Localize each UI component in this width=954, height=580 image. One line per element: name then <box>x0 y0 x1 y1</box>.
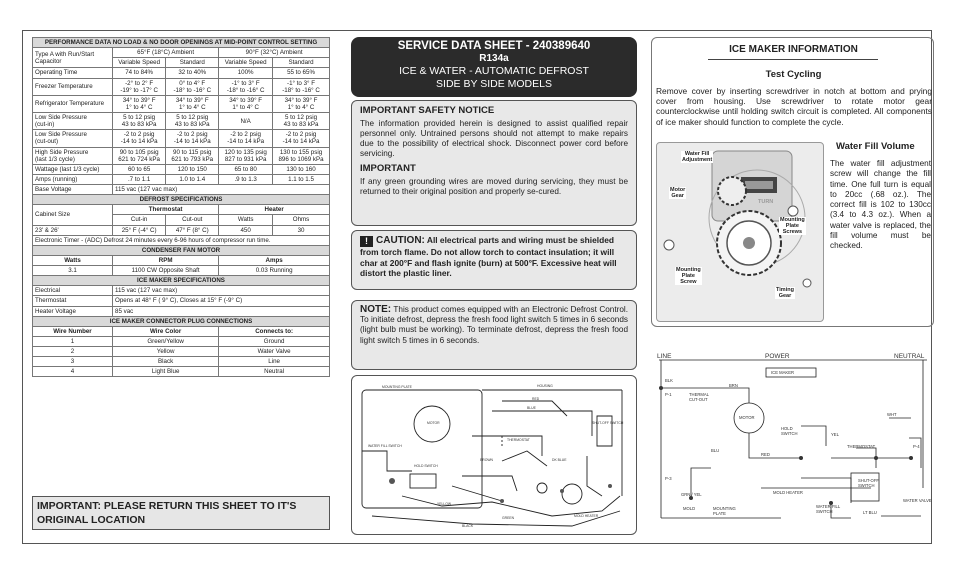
title-rule <box>708 59 878 60</box>
motor-gear-label: Motor Gear <box>670 187 686 199</box>
perf-cell: 32 to 40% <box>166 68 219 78</box>
fan-head: Watts <box>33 255 113 265</box>
mold-heater-label: MOLD HEATER <box>773 490 803 495</box>
return-sheet-notice: IMPORTANT: PLEASE RETURN THIS SHEET TO IT'S ORIGINAL LOCATION <box>32 496 330 530</box>
refrigerant: R134a <box>479 53 509 64</box>
defrost-sub: Watts <box>219 215 273 225</box>
hold-switch-label: HOLD SWITCH <box>414 464 438 468</box>
icespec-label: Electrical <box>33 286 113 296</box>
wire-connects-to: Neutral <box>219 367 330 377</box>
thermostat-label: THERMOSTAT <box>847 444 876 449</box>
col-head: Standard <box>273 58 330 68</box>
water-fill-volume-title: Water Fill Volume <box>836 141 915 152</box>
housing-label: HOUSING <box>537 384 553 388</box>
icespec-title: ICE MAKER SPECIFICATIONS <box>33 276 330 286</box>
safety-title: IMPORTANT SAFETY NOTICE <box>360 105 495 116</box>
thermostat-label: THERMOSTAT <box>507 438 530 442</box>
perf-cell: 55 to 65% <box>273 68 330 78</box>
perf-row-label: Amps (running) <box>33 174 113 184</box>
mold-heater-label: MOLD HEATER <box>574 514 599 518</box>
sds-title: SERVICE DATA SHEET - 240389640 <box>397 40 591 52</box>
col-head: Standard <box>166 58 219 68</box>
ice-maker-photo <box>656 142 824 322</box>
defrost-value: 30 <box>273 225 330 235</box>
cabinet-size: 23' & 26' <box>33 225 113 235</box>
perf-row <box>33 147 330 164</box>
line-label: LINE <box>657 353 672 360</box>
perf-cell: -1° to 3° F -18° to -16° C <box>219 78 273 95</box>
caution-body: All electrical parts and wiring must be shielded from torch flame. Do not allow torch to contact insulation; it will char at 200°F and flash ignite (burn) at 500°F. Excessive heat will distort the plastic liner. <box>360 235 617 278</box>
perf-row <box>33 130 330 147</box>
hold-switch-label: HOLD SWITCH <box>781 426 798 436</box>
blue-wire-label: BLUE <box>527 406 536 410</box>
perf-cell: -2 to 2 psig -14 to 14 kPa <box>113 130 166 147</box>
perf-cell: 90 to 105 psig 621 to 724 kPa <box>113 147 166 164</box>
perf-cell: -2 to 2 psig -14 to 14 kPa <box>219 130 273 147</box>
note-box <box>351 300 637 370</box>
black-wire-label: BLACK <box>462 524 474 528</box>
water-fill-adjustment-label: Water Fill Adjustment <box>682 151 713 163</box>
plug-rows <box>33 336 330 377</box>
icespec-label: Heater Voltage <box>33 306 113 316</box>
ice-maker-schematic <box>651 348 934 534</box>
perf-rows <box>33 68 330 185</box>
perf-cell: .7 to 1.1 <box>113 174 166 184</box>
defrost-value: 450 <box>219 225 273 235</box>
ice-maker-wiring-diagram <box>351 375 637 535</box>
heater-head: Heater <box>219 205 330 215</box>
defrost-title: DEFROST SPECIFICATIONS <box>33 195 330 205</box>
cabinet-label: Cabinet Size <box>33 205 113 225</box>
red-wire-label: RED <box>761 452 770 457</box>
perf-cell: 74 to 84% <box>113 68 166 78</box>
safety-notice <box>351 100 637 226</box>
perf-cell: 1.0 to 1.4 <box>166 174 219 184</box>
perf-row-label: Wattage (last 1/3 cycle) <box>33 164 113 174</box>
perf-cell: 120 to 135 psig 827 to 931 kPa <box>219 147 273 164</box>
performance-table <box>32 37 330 377</box>
brn-wire-label: BRN <box>729 383 738 388</box>
plug-head: Wire Color <box>113 326 219 336</box>
grn-yel-wire-label: GRN / YEL <box>681 492 702 497</box>
perf-cell: 120 to 150 <box>166 164 219 174</box>
perf-cell: 130 to 160 <box>273 164 330 174</box>
wire-number: 2 <box>33 347 113 357</box>
defrost-sub: Cut-in <box>113 215 166 225</box>
important-body: If any green grounding wires are moved during servicing, they must be returned to their original position and properly se-cured. <box>360 177 628 196</box>
thermal-cutout-label: THERMAL CUT-OUT <box>689 392 710 402</box>
model-line: ICE & WATER - AUTOMATIC DEFROST <box>399 65 589 77</box>
motor-label: MOTOR <box>427 421 440 425</box>
defrost-value: 47° F (8° C) <box>166 225 219 235</box>
wire-number: 3 <box>33 357 113 367</box>
mounting-plate-screw-label: Mounting Plate Screw <box>676 267 701 285</box>
perf-cell: 0° to 4° F -18° to -16° C <box>166 78 219 95</box>
ice-info-title: ICE MAKER INFORMATION <box>729 44 858 55</box>
water-fill-switch-label: WATER FILL SWITCH <box>816 504 841 514</box>
wire-color: Black <box>113 357 219 367</box>
wire-color: Yellow <box>113 347 219 357</box>
service-data-header <box>351 37 637 97</box>
note-body: This product comes equipped with an Electronic Defrost Control. To initiate defrost, depress the fresh food light switch 5 times in 6 seconds (light bulb must be working). To terminate defrost, depress the fresh food light switch 5 times in 6 seconds. <box>360 305 628 345</box>
perf-cell: 60 to 65 <box>113 164 166 174</box>
p4-label: P-4 <box>913 444 920 449</box>
icespec-value: 115 vac (127 vac max) <box>113 286 330 296</box>
perf-row <box>33 95 330 112</box>
p1-label: P-1 <box>665 392 672 397</box>
ambient-65: 65°F (18°C) Ambient <box>113 48 219 58</box>
ice-maker-label: ICE MAKER <box>771 370 795 375</box>
caution-box <box>351 230 637 290</box>
perf-cell: 100% <box>219 68 273 78</box>
water-fill-volume-body: The water fill adjustment screw will change the fill time. One full turn is equal to 20cc (.68 oz.). The correct fill is 102 to 130cc (3.4 to 4.3 oz.). When a water valve is replaced, the fill volume must be checked. <box>830 159 931 251</box>
plug-row <box>33 357 330 367</box>
timing-gear-label: Timing Gear <box>776 287 794 299</box>
thermostat-head: Thermostat <box>113 205 219 215</box>
brown-wire-label: BROWN <box>480 458 493 462</box>
base-voltage-label: Base Voltage <box>33 185 113 195</box>
perf-cell: 5 to 12 psig 43 to 83 kPa <box>113 113 166 130</box>
wire-number: 4 <box>33 367 113 377</box>
perf-cell: 34° to 39° F 1° to 4° C <box>166 95 219 112</box>
perf-cell: -2° to 2° F -19° to -17° C <box>113 78 166 95</box>
perf-cell: 130 to 155 psig 896 to 1069 kPa <box>273 147 330 164</box>
col-head: Variable Speed <box>219 58 273 68</box>
plug-head: Connects to: <box>219 326 330 336</box>
perf-row <box>33 174 330 184</box>
perf-cell: 5 to 12 psig 43 to 83 kPa <box>273 113 330 130</box>
type-label: Type A with Run/Start Capacitor <box>33 48 113 68</box>
wire-color: Light Blue <box>113 367 219 377</box>
perf-cell: -1° to 3° F -18° to -16° C <box>273 78 330 95</box>
dk-blue-wire-label: DK BLUE <box>552 458 567 462</box>
perf-row-label: Operating Time <box>33 68 113 78</box>
plug-head: Wire Number <box>33 326 113 336</box>
defrost-value: 25° F (-4° C) <box>113 225 166 235</box>
perf-row <box>33 68 330 78</box>
yellow-wire-label: YELLOW <box>437 502 452 506</box>
red-wire-label: RED <box>532 397 540 401</box>
plug-title: ICE MAKER CONNECTOR PLUG CONNECTIONS <box>33 316 330 326</box>
blk-wire-label: BLK <box>665 378 673 383</box>
plug-row <box>33 336 330 346</box>
fan-value: 3.1 <box>33 266 113 276</box>
plug-row <box>33 367 330 377</box>
fan-head: Amps <box>219 255 330 265</box>
mold-label: MOLD <box>683 506 696 511</box>
perf-row <box>33 113 330 130</box>
perf-cell: 34° to 39° F 1° to 4° C <box>113 95 166 112</box>
neutral-label: NEUTRAL <box>894 353 925 360</box>
perf-cell: .9 to 1.3 <box>219 174 273 184</box>
fan-title: CONDENSER FAN MOTOR <box>33 245 330 255</box>
perf-cell: 5 to 12 psig 43 to 83 kPa <box>166 113 219 130</box>
p3-label: P-3 <box>665 476 672 481</box>
wiring-diagram-drawing <box>352 376 637 535</box>
perf-title: PERFORMANCE DATA NO LOAD & NO DOOR OPENINGS AT MID-POINT CONTROL SETTING <box>33 38 330 48</box>
power-label: POWER <box>765 353 790 360</box>
blu-wire-label: BLU <box>711 448 720 453</box>
col-head: Variable Speed <box>113 58 166 68</box>
perf-row-label: High Side Pressure (last 1/3 cycle) <box>33 147 113 164</box>
perf-cell: 65 to 80 <box>219 164 273 174</box>
perf-row <box>33 78 330 95</box>
mounting-plate-label: MOUNTING PLATE <box>382 385 412 389</box>
perf-row <box>33 164 330 174</box>
water-valve-label: WATER VALVE <box>903 498 932 503</box>
ambient-90: 90°F (32°C) Ambient <box>219 48 330 58</box>
water-fill-switch-label: WATER FILL SWITCH <box>368 444 402 448</box>
plug-row <box>33 347 330 357</box>
important-title: IMPORTANT <box>360 163 416 174</box>
perf-cell: -2 to 2 psig -14 to 14 kPa <box>273 130 330 147</box>
test-cycling-body: Remove cover by inserting screwdriver in notch at bottom and prying cover from housing. Use screwdriver to rotate motor gear counterclockwise until holding switch circuit is completed. All components of ice maker should function to complete the cycle. <box>656 86 932 127</box>
perf-cell: N/A <box>219 113 273 130</box>
perf-row-label: Low Side Pressure (cut-in) <box>33 113 113 130</box>
wire-number: 1 <box>33 336 113 346</box>
shutoff-switch-label: SHUT-OFF SWITCH <box>592 421 624 425</box>
shutoff-switch-label: SHUT-OFF SWITCH <box>858 478 879 488</box>
test-cycling-title: Test Cycling <box>765 69 822 80</box>
fan-value: 1100 CW Opposite Shaft <box>113 266 219 276</box>
wire-connects-to: Ground <box>219 336 330 346</box>
defrost-sub: Ohms <box>273 215 330 225</box>
motor-label: MOTOR <box>739 415 755 420</box>
wire-color: Green/Yellow <box>113 336 219 346</box>
lt-blu-wire-label: LT BLU <box>863 510 877 515</box>
base-voltage: 115 vac (127 vac max) <box>113 185 330 195</box>
perf-cell: 34° to 39° F 1° to 4° C <box>219 95 273 112</box>
spec-tables <box>32 37 330 377</box>
warning-icon: ! <box>360 236 373 247</box>
turn-label: TURN <box>758 199 774 205</box>
perf-row-label: Refrigerator Temperature <box>33 95 113 112</box>
defrost-sub: Cut-out <box>166 215 219 225</box>
perf-row-label: Low Side Pressure (cut-out) <box>33 130 113 147</box>
yel-wire-label: YEL <box>831 432 839 437</box>
perf-cell: 34° to 39° F 1° to 4° C <box>273 95 330 112</box>
safety-body: The information provided herein is designed to assist qualified repair personnel only. Untrained persons should not attempt to make repairs due to the possibility of electrical shock. Disconnect power cord before servicing. <box>360 119 628 158</box>
wire-connects-to: Line <box>219 357 330 367</box>
wire-connects-to: Water Valve <box>219 347 330 357</box>
model-type: SIDE BY SIDE MODELS <box>436 78 552 90</box>
perf-cell: -2 to 2 psig -14 to 14 kPa <box>166 130 219 147</box>
fan-value: 0.03 Running <box>219 266 330 276</box>
mounting-plate-label: MOUNTING PLATE <box>713 506 736 516</box>
note-label: NOTE: <box>360 304 392 315</box>
perf-row-label: Freezer Temperature <box>33 78 113 95</box>
icespec-label: Thermostat <box>33 296 113 306</box>
wht-wire-label: WHT <box>887 412 897 417</box>
caution-label: CAUTION: <box>376 235 425 246</box>
perf-cell: 1.1 to 1.5 <box>273 174 330 184</box>
green-wire-label: GREEN <box>502 516 515 520</box>
defrost-timer: Electronic Timer - (ADC) Defrost 24 minutes every 6-96 hours of compressor run time. <box>33 235 330 245</box>
icespec-value: Opens at 48° F ( 9° C), Closes at 15° F (-9° C) <box>113 296 330 306</box>
perf-cell: 90 to 115 psig 621 to 793 kPa <box>166 147 219 164</box>
icespec-value: 85 vac <box>113 306 330 316</box>
mounting-plate-screws-label: Mounting Plate Screws <box>780 217 805 235</box>
fan-head: RPM <box>113 255 219 265</box>
